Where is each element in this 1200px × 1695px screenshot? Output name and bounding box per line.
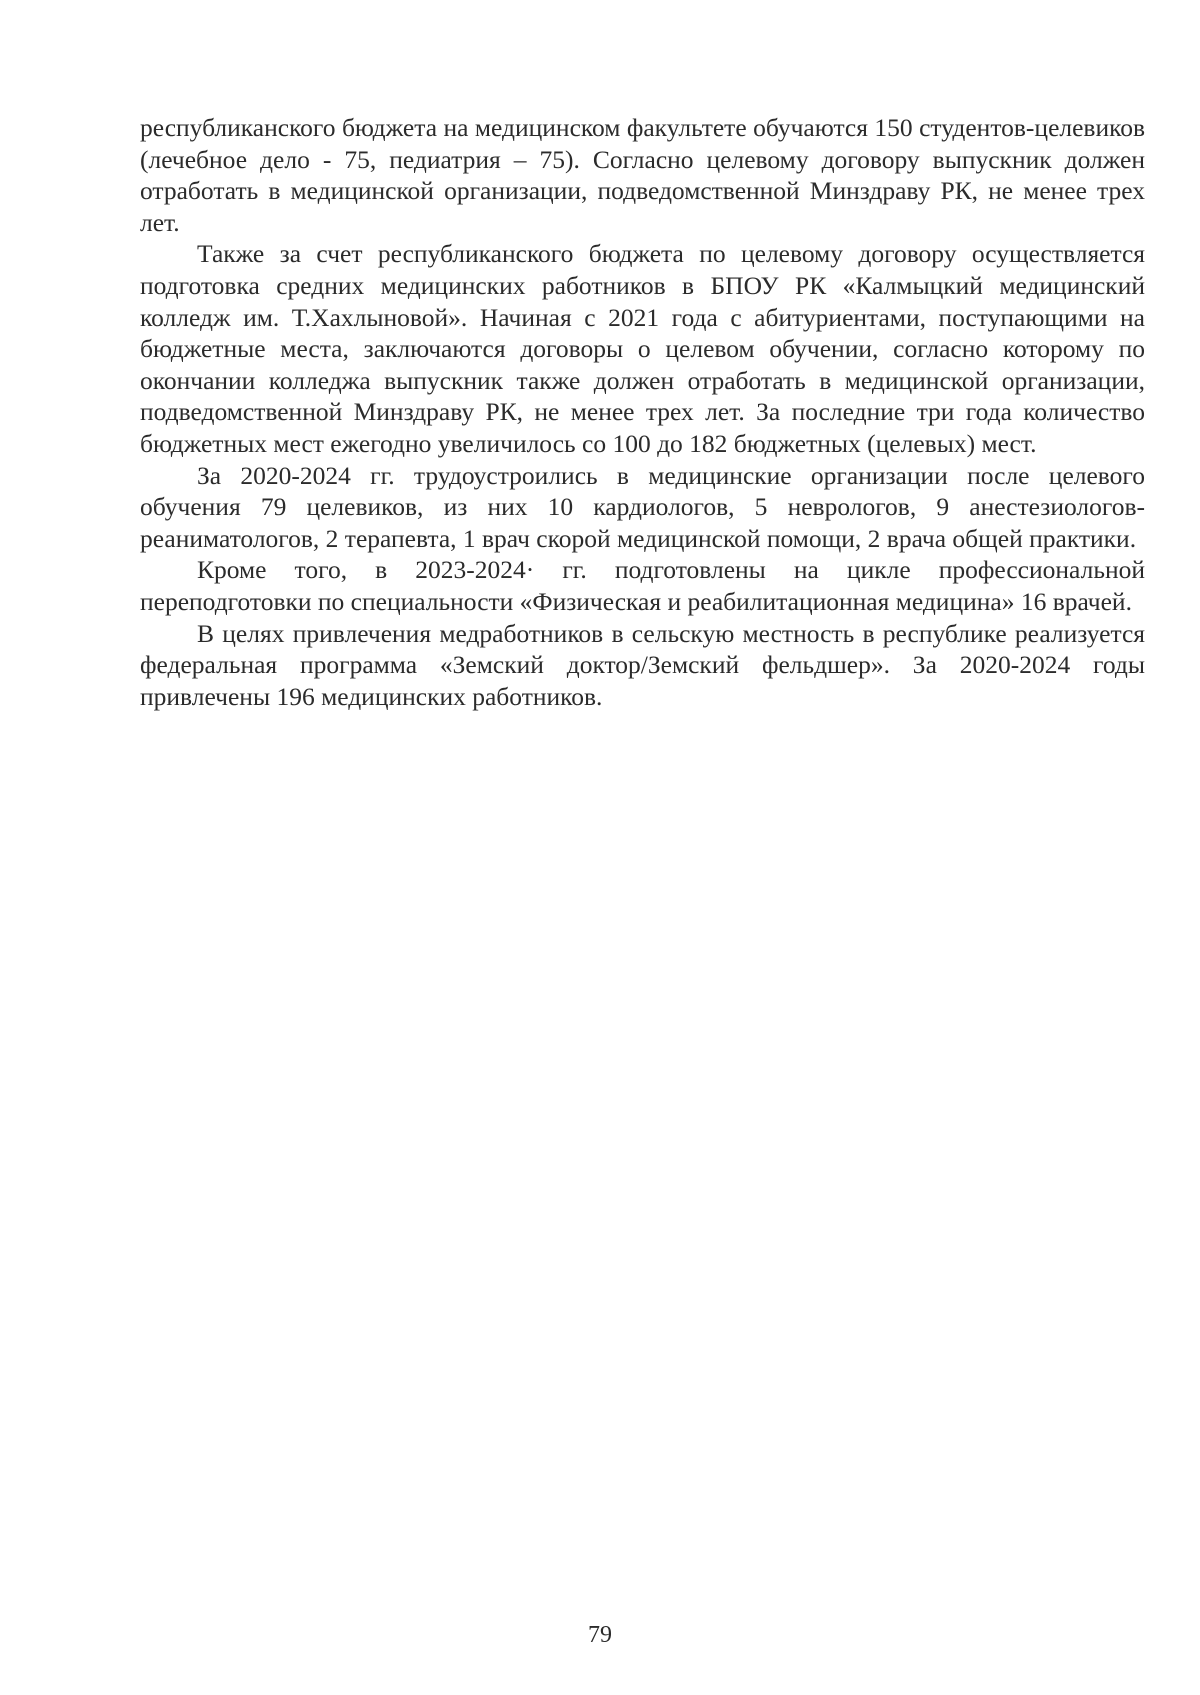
document-body	[140, 112, 1145, 712]
paragraph-5: В целях привлечения медработников в сельскую местность в республике реализуется федеральная программа «Земский доктор/Земский фельдшер». За 2020-2024 годы привлечены 196 медицинских работников.	[140, 618, 1145, 711]
paragraph-3: За 2020-2024 гг. трудоустроились в медицинские организации после целевого обучения 79 целевиков, из них 10 кардиологов, 5 неврологов, 9 анестезиологов-реаниматологов, 2 терапевта, 1 врач скорой медицинской помощи, 2 врача общей практики.	[140, 460, 1145, 553]
paragraph-2: Также за счет республиканского бюджета по целевому договору осуществляется подготовка средних медицинских работников в БПОУ РК «Калмыцкий медицинский колледж им. Т.Хахлыновой». Начиная с 2021 года с абитуриентами, поступающими на бюджетные места, заключаются договоры о целевом обучении, согласно которому по окончании колледжа выпускник также должен отработать в медицинской организации, подведомственной Минздраву РК, не менее трех лет. За последние три года количество бюджетных мест ежегодно увеличилось со 100 до 182 бюджетных (целевых) мест.	[140, 239, 1145, 458]
page-number: 79	[588, 1622, 612, 1648]
paragraph-1: республиканского бюджета на медицинском факультете обучаются 150 студентов-целевиков (лечебное дело - 75, педиатрия – 75). Согласно целевому договору выпускник должен отработать в медицинской организации, подведомственной Минздраву РК, не менее трех лет.	[140, 113, 1145, 237]
paragraph-4: Кроме того, в 2023-2024· гг. подготовлены на цикле профессиональной переподготовки по специальности «Физическая и реабилитационная медицина» 16 врачей.	[140, 555, 1145, 616]
